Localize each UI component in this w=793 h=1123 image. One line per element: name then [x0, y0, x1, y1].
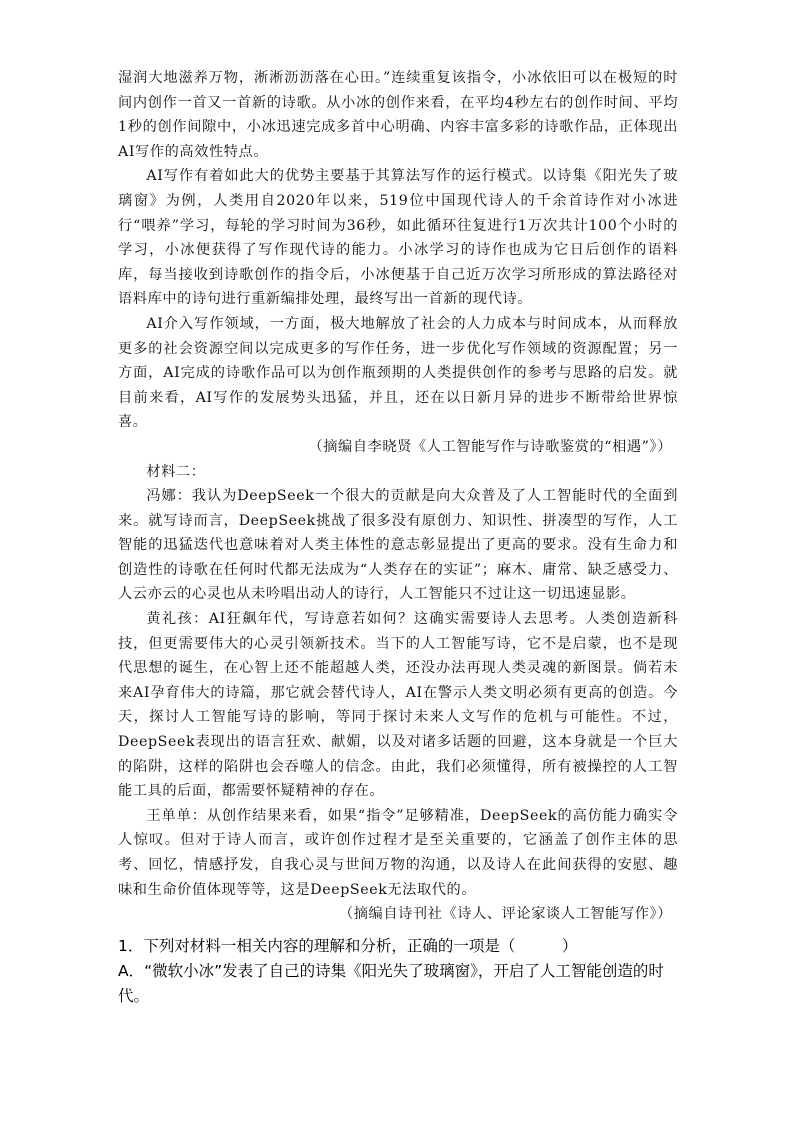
- question-stem: 1．下列对材料一相关内容的理解和分析，正确的一项是（ ）: [118, 937, 578, 955]
- option-a: A．“微软小冰”发表了自己的诗集《阳光失了玻璃窗》，开启了人工智能创造的时代。: [118, 962, 664, 1005]
- material2-heading: 材料二：: [146, 463, 206, 480]
- material2-paragraph-2: 黄礼孩：AI狂飙年代，写诗意若如何？这确实需要诗人去思考。人类创造新科技，但更需要伟大的心灵引领新技术。当下的人工智能写诗，它不是启蒙，也不是现代思想的诞生，在心智上还不能超越人类，还没办法再现人类灵魂的新图景。倘若未来AI孕育伟大的诗篇，那它就会替代诗人，AI在警示人类文明必须有更高的创造。今天，探讨人工智能写诗的影响，等同于探讨未来人文写作的危机与可能性。不过，DeepSeek表现出的语言狂欢、献媚，以及对诸多话题的回避，这本身就是一个巨大的陷阱，这样的陷阱也会吞噬人的信念。由此，我们必须懂得，所有被操控的人工智能工具的后面，都需要怀疑精神的存在。: [118, 611, 678, 800]
- material1-paragraph-2: AI写作有着如此大的优势主要基于其算法写作的运行模式。以诗集《阳光失了玻璃窗》为例，人类用自2020年以来，519位中国现代诗人的千余首诗作对小冰进行“喂养”学习，每轮的学习时间为36秒，如此循环往复进行1万次共计100个小时的学习，小冰便获得了写作现代诗的能力。小冰学习的诗作也成为它日后创作的语料库，每当接收到诗歌创作的指令后，小冰便基于自己近万次学习所形成的算法路径对语料库中的诗句进行重新编排处理，最终写出一首新的现代诗。: [118, 168, 678, 308]
- material1-paragraph-1: 湿润大地滋养万物，淅淅沥沥落在心田。”连续重复该指令，小冰依旧可以在极短的时间内创作一首又一首新的诗歌。从小冰的创作来看，在平均4秒左右的创作时间、平均1秒的创作间隙中，小冰迅速完成多首中心明确、内容丰富多彩的诗歌作品，正体现出AI写作的高效性特点。: [118, 70, 678, 160]
- material1-paragraph-3: AI介入写作领域，一方面，极大地解放了社会的人力成本与时间成本，从而释放更多的社会资源空间以完成更多的写作任务，进一步优化写作领域的资源配置；另一方面，AI完成的诗歌作品可以为创作瓶颈期的人类提供创作的参考与思路的启发。就目前来看，AI写作的发展势头迅猛，并且，还在以日新月异的进步不断带给世界惊喜。: [118, 315, 678, 431]
- material2-source: （摘编自诗刊社《诗人、评论家谈人工智能写作》）: [338, 906, 672, 923]
- question-block: [118, 934, 683, 1009]
- material2-paragraph-3: 王单单：从创作结果来看，如果“指令”足够精准，DeepSeek的高仿能力确实令人惊叹。但对于诗人而言，或许创作过程才是至关重要的，它涵盖了创作主体的思考、回忆，情感抒发，自我心灵与世间万物的沟通，以及诗人在此间获得的安慰、趣味和生命价值体现等等，这是DeepSeek无法取代的。: [118, 807, 678, 898]
- material1-source: （摘编自李晓贤《人工智能写作与诗歌鉴赏的“相遇”》）: [308, 438, 672, 455]
- passage: [118, 66, 678, 927]
- material2-paragraph-1: 冯娜：我认为DeepSeek一个很大的贡献是向大众普及了人工智能时代的全面到来。就写诗而言，DeepSeek挑战了很多没有原创力、知识性、拼凑型的写作，人工智能的迅猛迭代也意味着对人类主体性的意志彰显提出了更高的要求。没有生命力和创造性的诗歌在任何时代都无法成为“人类存在的实证”；麻木、庸常、缺乏感受力、人云亦云的心灵也从未吟唱出动人的诗行，人工智能只不过让这一切迅速显影。: [118, 488, 678, 603]
